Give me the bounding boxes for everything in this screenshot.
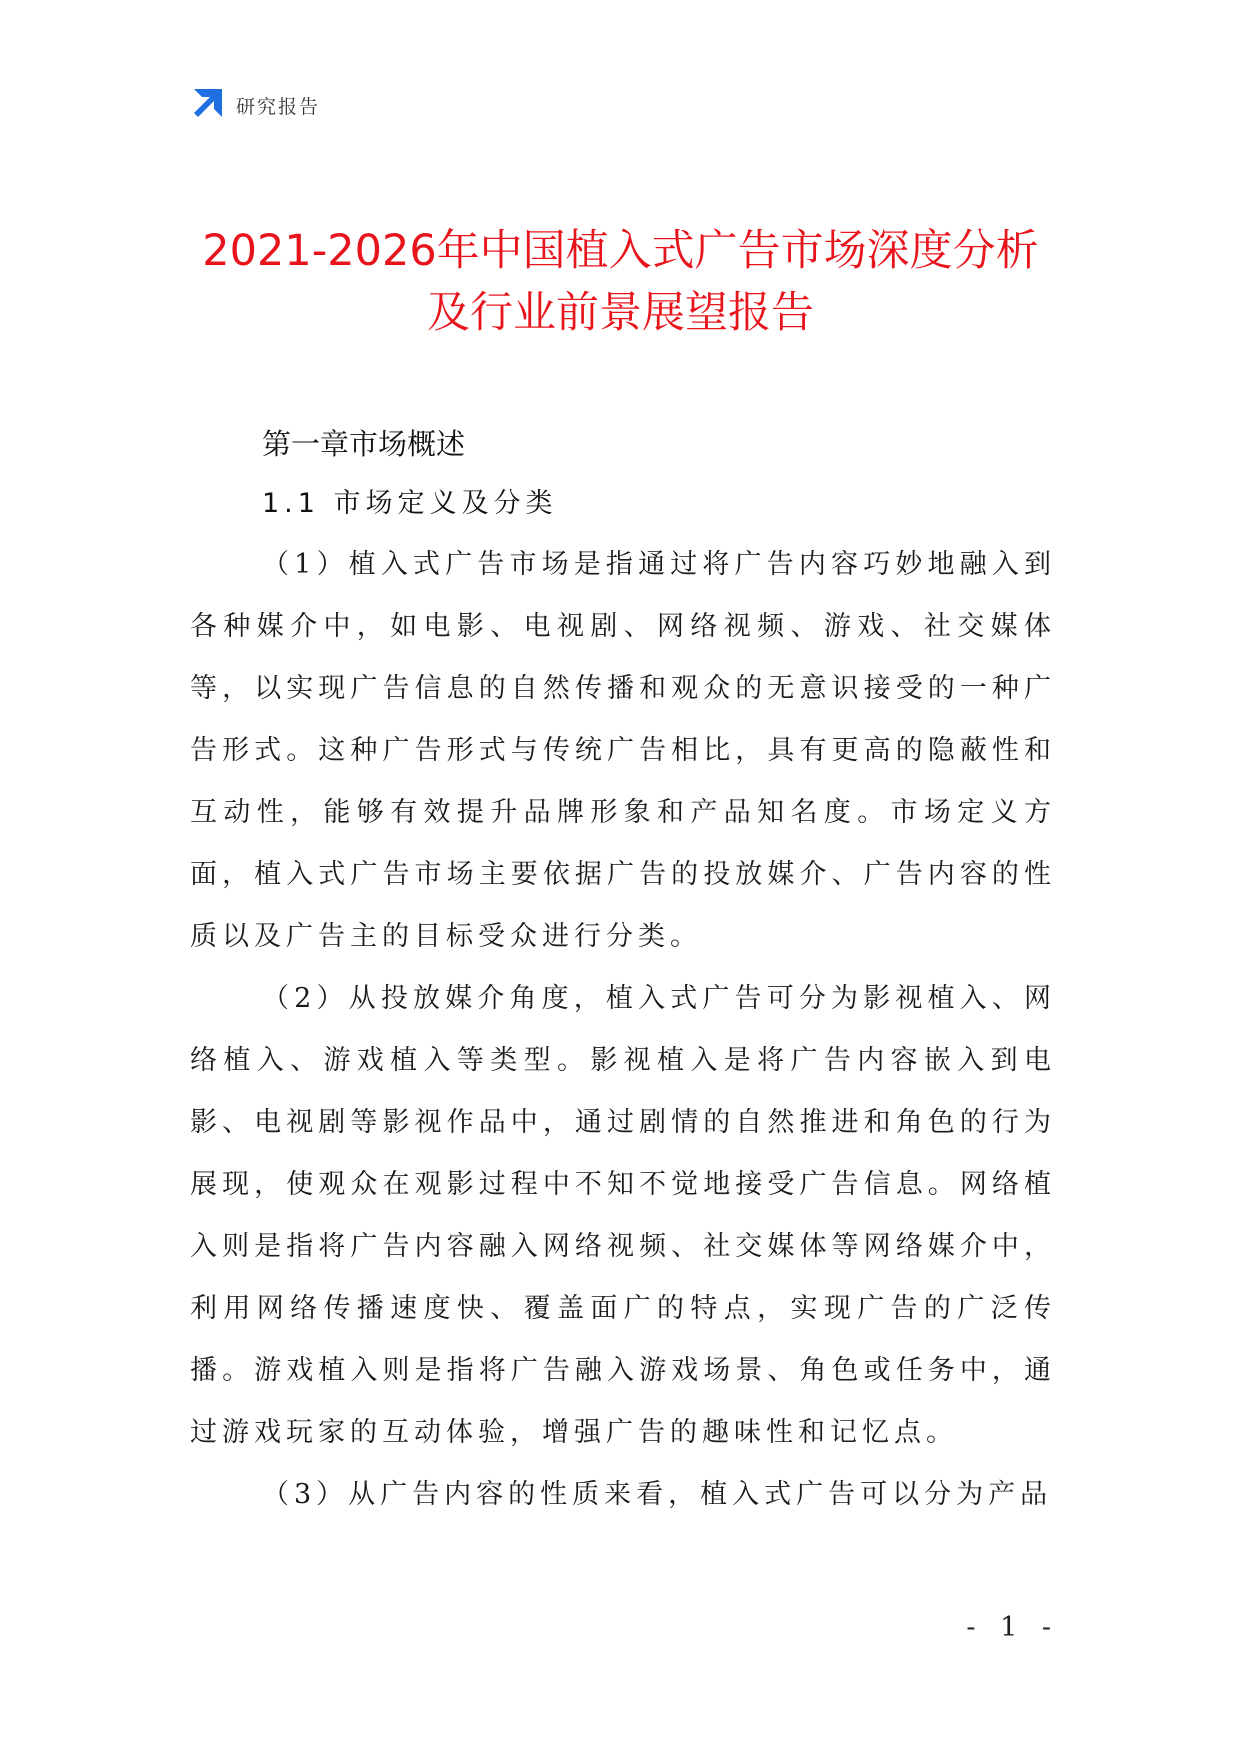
report-body (190, 414, 1056, 1526)
page-number: - 1 - (966, 1612, 1059, 1643)
report-title-line-2: 及行业前景展望报告 (427, 288, 814, 338)
report-title (150, 220, 1091, 344)
paragraph-2: （2）从投放媒介角度，植入式广告可分为影视植入、网络植入、游戏植入等类型。影视植入是将广告内容嵌入到电影、电视剧等影视作品中，通过剧情的自然推进和角色的行为展现，使观众在观影过程中不知不觉地接受广告信息。网络植入则是指将广告内容融入网络视频、社交媒体等网络媒介中，利用网络传播速度快、覆盖面广的特点，实现广告的广泛传播。游戏植入则是指将广告融入游戏场景、角色或任务中，通过游戏玩家的互动体验，增强广告的趣味性和记忆点。 (190, 983, 1056, 1448)
paragraph-3: （3）从广告内容的性质来看，植入式广告可以分为产品 (262, 1479, 1053, 1510)
arrow-up-right-logo-icon (190, 89, 222, 121)
paragraph-1: （1）植入式广告市场是指通过将广告内容巧妙地融入到各种媒介中，如电影、电视剧、网络视频、游戏、社交媒体等，以实现广告信息的自然传播和观众的无意识接受的一种广告形式。这种广告形式与传统广告相比，具有更高的隐蔽性和互动性，能够有效提升品牌形象和产品知名度。市场定义方面，植入式广告市场主要依据广告的投放媒介、广告内容的性质以及广告主的目标受众进行分类。 (190, 549, 1056, 952)
page-header (190, 86, 320, 124)
section-heading: 1.1 市场定义及分类 (262, 488, 558, 519)
report-title-line-1: 2021-2026年中国植入式广告市场深度分析 (202, 226, 1039, 276)
brand-label: 研究报告 (236, 95, 321, 118)
chapter-heading: 第一章市场概述 (262, 427, 466, 461)
